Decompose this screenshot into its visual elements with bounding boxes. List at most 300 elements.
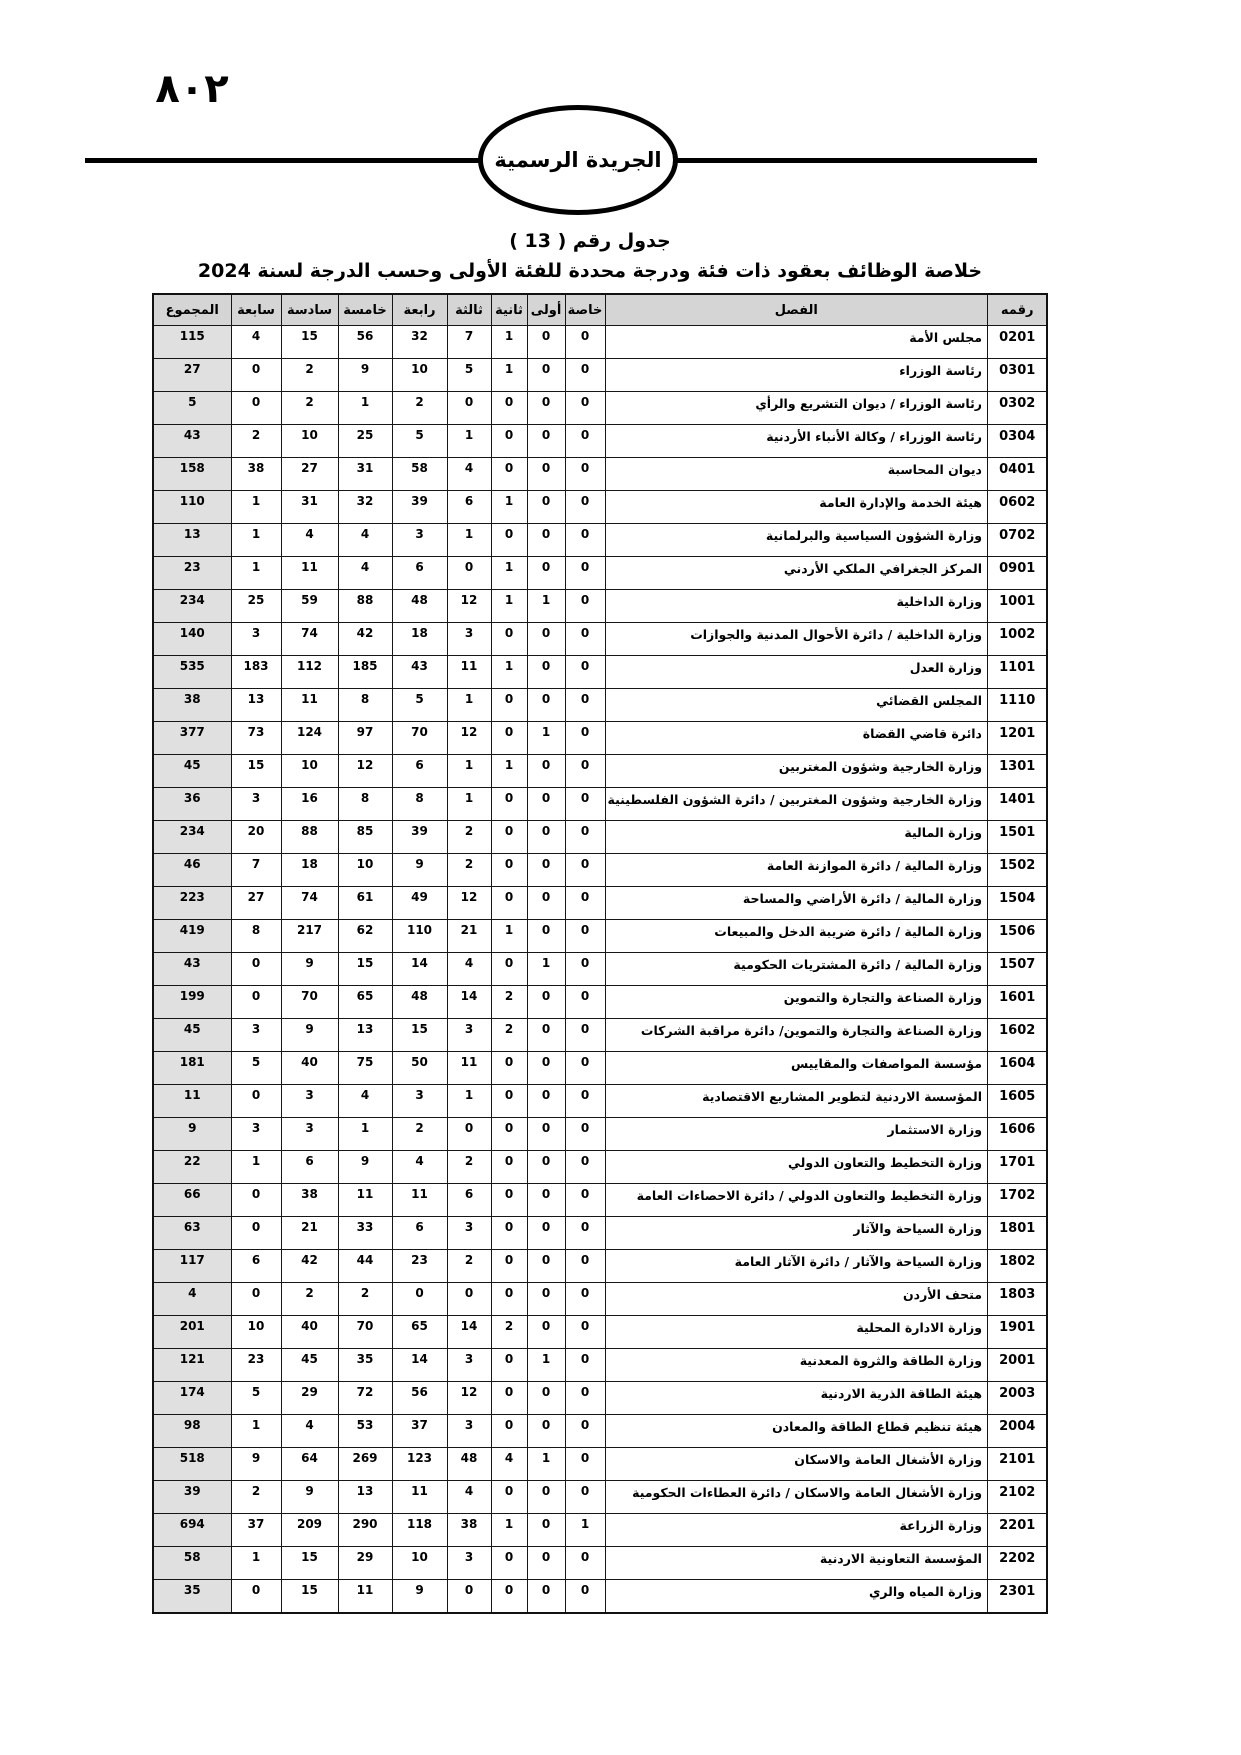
- cell-value: 15: [281, 1580, 338, 1614]
- table-row: [153, 458, 1047, 491]
- cell-total: 58: [153, 1547, 231, 1580]
- cell-value: 12: [447, 1382, 491, 1415]
- row-code: 1501: [987, 821, 1047, 854]
- cell-value: 0: [565, 1085, 605, 1118]
- cell-value: 0: [565, 359, 605, 392]
- cell-value: 6: [231, 1250, 281, 1283]
- cell-value: 4: [338, 557, 392, 590]
- cell-value: 1: [565, 1514, 605, 1547]
- cell-value: 0: [527, 491, 565, 524]
- cell-value: 6: [281, 1151, 338, 1184]
- header-cell-7: خامسة: [338, 294, 392, 326]
- cell-total: 234: [153, 590, 231, 623]
- header-cell-6: رابعة: [392, 294, 447, 326]
- cell-total: 201: [153, 1316, 231, 1349]
- cell-value: 29: [338, 1547, 392, 1580]
- table-row: [153, 1481, 1047, 1514]
- cell-value: 4: [447, 458, 491, 491]
- cell-value: 4: [392, 1151, 447, 1184]
- cell-value: 0: [491, 1481, 527, 1514]
- cell-value: 14: [392, 953, 447, 986]
- row-name: وزارة المالية / دائرة ضريبة الدخل والمبيعات: [605, 920, 987, 953]
- cell-value: 0: [527, 1217, 565, 1250]
- cell-value: 183: [231, 656, 281, 689]
- cell-value: 62: [338, 920, 392, 953]
- table-row: [153, 1316, 1047, 1349]
- cell-value: 45: [281, 1349, 338, 1382]
- cell-value: 3: [231, 1118, 281, 1151]
- row-code: 1110: [987, 689, 1047, 722]
- cell-value: 0: [565, 458, 605, 491]
- cell-value: 0: [231, 1184, 281, 1217]
- cell-value: 0: [565, 557, 605, 590]
- row-name: وزارة الخارجية وشؤون المغتربين: [605, 755, 987, 788]
- cell-value: 2: [338, 1283, 392, 1316]
- cell-value: 58: [392, 458, 447, 491]
- cell-value: 0: [527, 458, 565, 491]
- cell-value: 1: [231, 524, 281, 557]
- cell-value: 15: [231, 755, 281, 788]
- row-code: 2201: [987, 1514, 1047, 1547]
- table-row: [153, 953, 1047, 986]
- cell-value: 0: [527, 1316, 565, 1349]
- cell-value: 10: [392, 359, 447, 392]
- row-code: 1504: [987, 887, 1047, 920]
- cell-value: 44: [338, 1250, 392, 1283]
- cell-value: 27: [231, 887, 281, 920]
- cell-total: 140: [153, 623, 231, 656]
- cell-value: 13: [231, 689, 281, 722]
- cell-value: 209: [281, 1514, 338, 1547]
- cell-value: 0: [527, 1547, 565, 1580]
- cell-value: 2: [447, 854, 491, 887]
- cell-value: 56: [392, 1382, 447, 1415]
- cell-total: 121: [153, 1349, 231, 1382]
- cell-value: 0: [491, 1217, 527, 1250]
- cell-value: 3: [231, 623, 281, 656]
- cell-value: 75: [338, 1052, 392, 1085]
- cell-value: 0: [491, 1052, 527, 1085]
- cell-value: 5: [392, 689, 447, 722]
- cell-value: 10: [392, 1547, 447, 1580]
- table-row: [153, 1448, 1047, 1481]
- table-row: [153, 920, 1047, 953]
- cell-value: 38: [231, 458, 281, 491]
- cell-value: 73: [231, 722, 281, 755]
- cell-value: 23: [392, 1250, 447, 1283]
- header-cell-3: أولى: [527, 294, 565, 326]
- cell-value: 14: [447, 1316, 491, 1349]
- cell-value: 0: [565, 722, 605, 755]
- cell-value: 1: [527, 953, 565, 986]
- cell-value: 1: [231, 1151, 281, 1184]
- cell-value: 4: [447, 1481, 491, 1514]
- cell-value: 0: [491, 689, 527, 722]
- cell-value: 10: [281, 425, 338, 458]
- row-name: وزارة الخارجية وشؤون المغتربين / دائرة الشؤون الفلسطينية: [605, 788, 987, 821]
- cell-value: 43: [392, 656, 447, 689]
- cell-value: 74: [281, 623, 338, 656]
- cell-value: 4: [338, 524, 392, 557]
- cell-value: 0: [527, 1052, 565, 1085]
- row-code: 1301: [987, 755, 1047, 788]
- cell-value: 0: [491, 788, 527, 821]
- cell-value: 0: [565, 1184, 605, 1217]
- cell-value: 0: [565, 1580, 605, 1614]
- table-row: [153, 557, 1047, 590]
- row-name: وزارة العدل: [605, 656, 987, 689]
- cell-value: 97: [338, 722, 392, 755]
- row-code: 1901: [987, 1316, 1047, 1349]
- cell-value: 0: [565, 656, 605, 689]
- cell-value: 2: [447, 821, 491, 854]
- cell-value: 88: [281, 821, 338, 854]
- cell-value: 0: [565, 1283, 605, 1316]
- row-name: وزارة الصناعة والتجارة والتموين/ دائرة مراقبة الشركات: [605, 1019, 987, 1052]
- row-code: 1002: [987, 623, 1047, 656]
- row-name: متحف الأردن: [605, 1283, 987, 1316]
- cell-value: 0: [527, 1481, 565, 1514]
- cell-value: 18: [281, 854, 338, 887]
- cell-value: 0: [447, 1580, 491, 1614]
- cell-value: 50: [392, 1052, 447, 1085]
- cell-value: 0: [231, 392, 281, 425]
- cell-value: 0: [527, 788, 565, 821]
- cell-value: 3: [447, 1217, 491, 1250]
- cell-value: 4: [338, 1085, 392, 1118]
- cell-value: 48: [392, 986, 447, 1019]
- cell-value: 0: [491, 1580, 527, 1614]
- cell-value: 0: [231, 359, 281, 392]
- cell-value: 0: [527, 1085, 565, 1118]
- cell-total: 5: [153, 392, 231, 425]
- table-row: [153, 326, 1047, 359]
- cell-value: 33: [338, 1217, 392, 1250]
- cell-value: 88: [338, 590, 392, 623]
- cell-value: 0: [527, 524, 565, 557]
- cell-value: 9: [392, 1580, 447, 1614]
- cell-value: 0: [491, 524, 527, 557]
- cell-value: 15: [281, 326, 338, 359]
- table-row: [153, 755, 1047, 788]
- cell-value: 37: [392, 1415, 447, 1448]
- cell-value: 1: [231, 557, 281, 590]
- cell-value: 9: [281, 1019, 338, 1052]
- cell-value: 0: [527, 1415, 565, 1448]
- cell-total: 117: [153, 1250, 231, 1283]
- cell-value: 3: [447, 1415, 491, 1448]
- cell-value: 1: [447, 788, 491, 821]
- cell-value: 0: [231, 986, 281, 1019]
- cell-value: 3: [281, 1118, 338, 1151]
- table-row: [153, 1514, 1047, 1547]
- cell-value: 12: [447, 887, 491, 920]
- row-name: رئاسة الوزراء / وكالة الأنباء الأردنية: [605, 425, 987, 458]
- cell-value: 0: [491, 854, 527, 887]
- cell-value: 18: [392, 623, 447, 656]
- cell-total: 38: [153, 689, 231, 722]
- row-code: 1803: [987, 1283, 1047, 1316]
- cell-value: 31: [281, 491, 338, 524]
- row-code: 1801: [987, 1217, 1047, 1250]
- row-name: مؤسسة المواصفات والمقاييس: [605, 1052, 987, 1085]
- cell-value: 0: [491, 1415, 527, 1448]
- cell-value: 6: [392, 557, 447, 590]
- table-row: [153, 1580, 1047, 1614]
- row-name: وزارة السياحة والآثار: [605, 1217, 987, 1250]
- cell-value: 48: [392, 590, 447, 623]
- cell-value: 124: [281, 722, 338, 755]
- cell-value: 0: [491, 1085, 527, 1118]
- cell-value: 0: [565, 689, 605, 722]
- row-code: 0301: [987, 359, 1047, 392]
- cell-value: 11: [447, 656, 491, 689]
- cell-value: 85: [338, 821, 392, 854]
- cell-value: 0: [392, 1283, 447, 1316]
- row-name: وزارة المياه والري: [605, 1580, 987, 1614]
- cell-value: 0: [527, 392, 565, 425]
- cell-value: 0: [491, 1250, 527, 1283]
- cell-value: 37: [231, 1514, 281, 1547]
- row-code: 0901: [987, 557, 1047, 590]
- cell-value: 1: [491, 920, 527, 953]
- row-code: 1506: [987, 920, 1047, 953]
- cell-value: 1: [447, 755, 491, 788]
- cell-total: 35: [153, 1580, 231, 1614]
- cell-value: 49: [392, 887, 447, 920]
- row-name: وزارة الأشغال العامة والاسكان: [605, 1448, 987, 1481]
- table-subtitle: خلاصة الوظائف بعقود ذات فئة ودرجة محددة للفئة الأولى وحسب الدرجة لسنة 2024: [197, 260, 983, 282]
- cell-value: 0: [527, 656, 565, 689]
- cell-total: 377: [153, 722, 231, 755]
- cell-total: 110: [153, 491, 231, 524]
- cell-total: 9: [153, 1118, 231, 1151]
- cell-value: 2: [447, 1250, 491, 1283]
- cell-value: 0: [491, 953, 527, 986]
- cell-value: 29: [281, 1382, 338, 1415]
- cell-value: 0: [447, 1118, 491, 1151]
- cell-value: 0: [565, 1250, 605, 1283]
- row-name: وزارة المالية: [605, 821, 987, 854]
- cell-total: 518: [153, 1448, 231, 1481]
- cell-value: 4: [447, 953, 491, 986]
- cell-value: 9: [338, 1151, 392, 1184]
- row-code: 0702: [987, 524, 1047, 557]
- cell-value: 16: [281, 788, 338, 821]
- cell-value: 9: [231, 1448, 281, 1481]
- row-name: وزارة المالية / دائرة المشتريات الحكومية: [605, 953, 987, 986]
- cell-value: 0: [565, 1481, 605, 1514]
- table-row: [153, 1085, 1047, 1118]
- cell-value: 1: [447, 689, 491, 722]
- row-code: 1601: [987, 986, 1047, 1019]
- header-cell-10: المجموع: [153, 294, 231, 326]
- cell-value: 11: [338, 1580, 392, 1614]
- table-row: [153, 392, 1047, 425]
- cell-value: 15: [338, 953, 392, 986]
- cell-value: 0: [565, 788, 605, 821]
- cell-value: 1: [491, 1514, 527, 1547]
- table-row: [153, 590, 1047, 623]
- row-code: 2101: [987, 1448, 1047, 1481]
- cell-value: 0: [565, 1448, 605, 1481]
- cell-value: 2: [231, 425, 281, 458]
- cell-value: 0: [565, 986, 605, 1019]
- cell-total: 22: [153, 1151, 231, 1184]
- table-row: [153, 1415, 1047, 1448]
- cell-value: 0: [527, 986, 565, 1019]
- row-name: وزارة المالية / دائرة الموازنة العامة: [605, 854, 987, 887]
- header-cell-2: خاصة: [565, 294, 605, 326]
- cell-total: 174: [153, 1382, 231, 1415]
- cell-value: 0: [491, 1382, 527, 1415]
- cell-value: 59: [281, 590, 338, 623]
- cell-value: 3: [447, 623, 491, 656]
- cell-value: 9: [392, 854, 447, 887]
- cell-value: 1: [231, 1547, 281, 1580]
- cell-total: 43: [153, 425, 231, 458]
- cell-value: 61: [338, 887, 392, 920]
- table-row: [153, 986, 1047, 1019]
- table-row: [153, 359, 1047, 392]
- cell-value: 0: [565, 1151, 605, 1184]
- cell-value: 11: [338, 1184, 392, 1217]
- cell-value: 5: [231, 1052, 281, 1085]
- cell-total: 66: [153, 1184, 231, 1217]
- cell-value: 7: [447, 326, 491, 359]
- row-name: هيئة الطاقة الذرية الاردنية: [605, 1382, 987, 1415]
- row-code: 1401: [987, 788, 1047, 821]
- table-row: [153, 722, 1047, 755]
- cell-value: 0: [527, 1184, 565, 1217]
- table-row: [153, 1349, 1047, 1382]
- cell-value: 0: [565, 821, 605, 854]
- cell-value: 0: [527, 425, 565, 458]
- cell-value: 70: [338, 1316, 392, 1349]
- cell-value: 32: [392, 326, 447, 359]
- cell-value: 3: [447, 1019, 491, 1052]
- cell-value: 1: [231, 1415, 281, 1448]
- cell-value: 1: [338, 1118, 392, 1151]
- table-row: [153, 1151, 1047, 1184]
- table-header: [153, 294, 1047, 326]
- cell-value: 40: [281, 1316, 338, 1349]
- cell-value: 2: [281, 1283, 338, 1316]
- cell-value: 0: [231, 1580, 281, 1614]
- cell-value: 0: [491, 623, 527, 656]
- table-row: [153, 788, 1047, 821]
- cell-value: 3: [231, 1019, 281, 1052]
- cell-value: 2: [392, 1118, 447, 1151]
- cell-value: 0: [565, 590, 605, 623]
- cell-value: 10: [281, 755, 338, 788]
- cell-value: 2: [491, 1316, 527, 1349]
- cell-value: 7: [231, 854, 281, 887]
- cell-value: 1: [231, 491, 281, 524]
- cell-value: 64: [281, 1448, 338, 1481]
- cell-value: 3: [281, 1085, 338, 1118]
- header-cell-4: ثانية: [491, 294, 527, 326]
- cell-value: 38: [447, 1514, 491, 1547]
- cell-value: 35: [338, 1349, 392, 1382]
- table-row: [153, 491, 1047, 524]
- row-code: 2004: [987, 1415, 1047, 1448]
- cell-value: 2: [491, 1019, 527, 1052]
- cell-value: 118: [392, 1514, 447, 1547]
- cell-value: 0: [527, 1250, 565, 1283]
- cell-value: 2: [491, 986, 527, 1019]
- table-row: [153, 1019, 1047, 1052]
- row-code: 0304: [987, 425, 1047, 458]
- row-code: 1802: [987, 1250, 1047, 1283]
- cell-value: 0: [231, 1217, 281, 1250]
- table-row: [153, 524, 1047, 557]
- cell-value: 0: [527, 1151, 565, 1184]
- cell-value: 2: [447, 1151, 491, 1184]
- cell-value: 110: [392, 920, 447, 953]
- cell-value: 9: [281, 953, 338, 986]
- row-name: وزارة الاستثمار: [605, 1118, 987, 1151]
- cell-value: 4: [281, 1415, 338, 1448]
- cell-value: 2: [281, 359, 338, 392]
- cell-total: 39: [153, 1481, 231, 1514]
- cell-value: 0: [491, 887, 527, 920]
- cell-value: 0: [527, 1514, 565, 1547]
- cell-value: 4: [281, 524, 338, 557]
- cell-total: 45: [153, 1019, 231, 1052]
- cell-value: 112: [281, 656, 338, 689]
- cell-value: 0: [491, 1349, 527, 1382]
- cell-value: 1: [491, 755, 527, 788]
- cell-value: 1: [447, 425, 491, 458]
- cell-total: 45: [153, 755, 231, 788]
- cell-total: 98: [153, 1415, 231, 1448]
- table-row: [153, 1217, 1047, 1250]
- cell-value: 0: [565, 1382, 605, 1415]
- row-code: 1702: [987, 1184, 1047, 1217]
- header-cell-0: رقمه: [987, 294, 1047, 326]
- cell-value: 0: [565, 491, 605, 524]
- cell-total: 115: [153, 326, 231, 359]
- cell-value: 11: [392, 1184, 447, 1217]
- cell-value: 0: [565, 854, 605, 887]
- table-row: [153, 1052, 1047, 1085]
- row-code: 0201: [987, 326, 1047, 359]
- row-name: وزارة الداخلية: [605, 590, 987, 623]
- table-row: [153, 1382, 1047, 1415]
- cell-value: 217: [281, 920, 338, 953]
- header-cell-8: سادسة: [281, 294, 338, 326]
- row-name: وزارة السياحة والآثار / دائرة الآثار العامة: [605, 1250, 987, 1283]
- cell-value: 20: [231, 821, 281, 854]
- cell-value: 15: [281, 1547, 338, 1580]
- cell-value: 6: [447, 1184, 491, 1217]
- cell-value: 0: [527, 887, 565, 920]
- cell-value: 0: [565, 326, 605, 359]
- cell-value: 0: [565, 1316, 605, 1349]
- table-body: [153, 326, 1047, 1614]
- cell-value: 0: [447, 1283, 491, 1316]
- row-name: وزارة المالية / دائرة الأراضي والمساحة: [605, 887, 987, 920]
- cell-value: 6: [392, 1217, 447, 1250]
- cell-total: 199: [153, 986, 231, 1019]
- row-code: 1602: [987, 1019, 1047, 1052]
- cell-value: 1: [447, 524, 491, 557]
- cell-total: 27: [153, 359, 231, 392]
- row-name: المؤسسة الاردنية لتطوير المشاريع الاقتصادية: [605, 1085, 987, 1118]
- cell-value: 27: [281, 458, 338, 491]
- row-code: 1201: [987, 722, 1047, 755]
